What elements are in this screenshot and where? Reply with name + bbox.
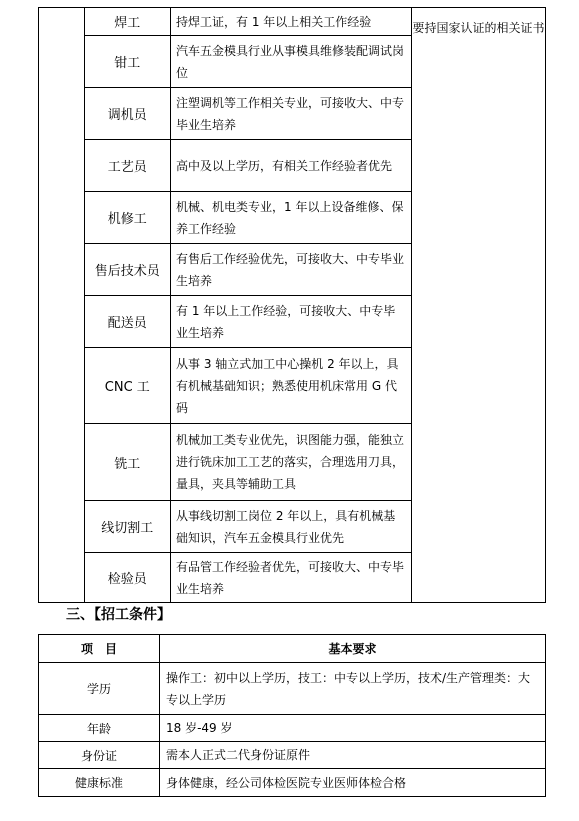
job-name: 工艺员 — [84, 140, 170, 192]
job-name: 机修工 — [84, 192, 170, 244]
job-requirement: 从事 3 轴立式加工中心操机 2 年以上，具有机械基础知识；熟悉使用机床常用 G 代码 — [171, 348, 412, 424]
job-requirement: 持焊工证，有 1 年以上相关工作经验 — [171, 8, 412, 36]
job-requirement: 机械加工类专业优先，识图能力强，能独立进行铣床加工工艺的落实，合理选用刀具，量具，夹具等辅助工具 — [171, 424, 412, 501]
condition-item: 年龄 — [39, 715, 160, 742]
job-requirement: 高中及以上学历，有相关工作经验者优先 — [171, 140, 412, 192]
condition-item: 学历 — [39, 663, 160, 715]
job-name: CNC 工 — [84, 348, 170, 424]
job-requirement: 有 1 年以上工作经验，可接收大、中专毕业生培养 — [171, 296, 412, 348]
section-title: 三、【招工条件】 — [66, 607, 171, 623]
certificate-note: 要持国家认证的相关证书 — [412, 8, 546, 603]
table-row — [39, 8, 546, 36]
job-name: 焊工 — [84, 8, 170, 36]
condition-item: 健康标准 — [39, 769, 160, 797]
table-header-row — [39, 635, 546, 663]
job-name: 调机员 — [84, 88, 170, 140]
blank-cell — [39, 8, 85, 603]
table-row — [39, 769, 546, 797]
job-requirement: 从事线切割工岗位 2 年以上，具有机械基础知识，汽车五金模具行业优先 — [171, 501, 412, 553]
table-row — [39, 663, 546, 715]
header-item: 项 目 — [39, 635, 160, 663]
job-name: 钳工 — [84, 36, 170, 88]
job-requirement: 注塑调机等工作相关专业，可接收大、中专毕业生培养 — [171, 88, 412, 140]
job-name: 售后技术员 — [84, 244, 170, 296]
condition-requirement: 需本人正式二代身份证原件 — [160, 742, 546, 769]
condition-requirement: 18 岁-49 岁 — [160, 715, 546, 742]
header-requirement: 基本要求 — [160, 635, 546, 663]
table-row — [39, 742, 546, 769]
table-row — [39, 715, 546, 742]
job-requirement: 机械、机电类专业，1 年以上设备维修、保养工作经验 — [171, 192, 412, 244]
condition-requirement: 操作工：初中以上学历，技工：中专以上学历，技术/生产管理类：大专以上学历 — [160, 663, 546, 715]
job-requirement: 汽车五金模具行业从事模具维修装配调试岗位 — [171, 36, 412, 88]
job-name: 检验员 — [84, 553, 170, 603]
condition-requirement: 身体健康，经公司体检医院专业医师体检合格 — [160, 769, 546, 797]
job-name: 配送员 — [84, 296, 170, 348]
conditions-table — [38, 634, 546, 797]
job-requirement: 有品管工作经验者优先，可接收大、中专毕业生培养 — [171, 553, 412, 603]
job-requirement: 有售后工作经验优先，可接收大、中专毕业生培养 — [171, 244, 412, 296]
job-name: 铣工 — [84, 424, 170, 501]
condition-item: 身份证 — [39, 742, 160, 769]
job-name: 线切割工 — [84, 501, 170, 553]
jobs-table — [38, 7, 546, 603]
